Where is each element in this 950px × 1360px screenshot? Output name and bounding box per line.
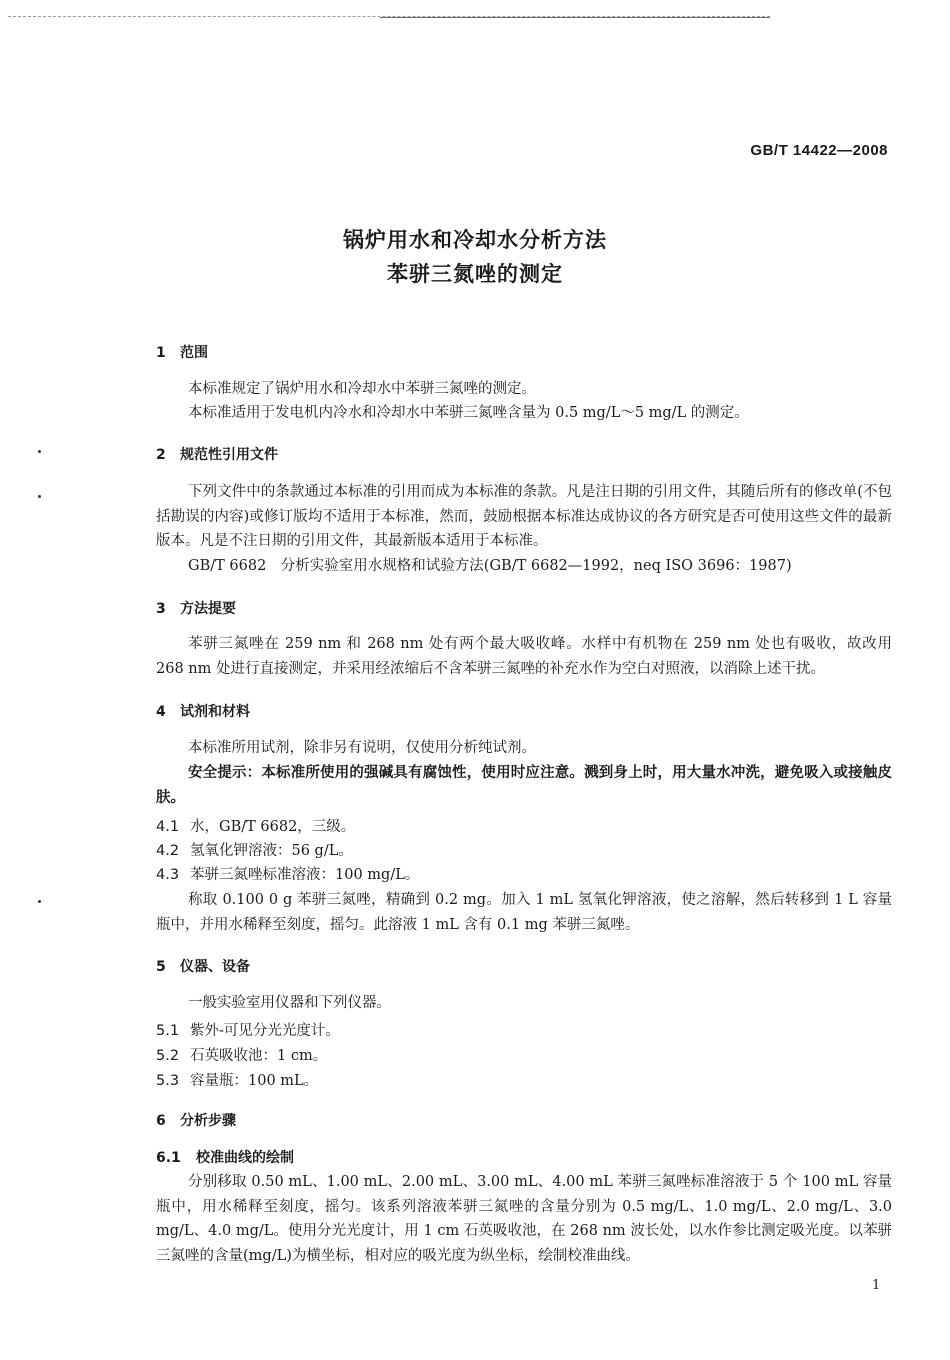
subsection-title: 校准曲线的绘制	[196, 1150, 294, 1166]
section-1-heading	[156, 342, 208, 362]
section-title: 范围	[180, 345, 208, 361]
section-3-heading	[156, 598, 236, 618]
item-number: 4.2	[156, 843, 180, 859]
standard-code: GB/T 14422—2008	[750, 142, 888, 159]
item-text: 石英吸收池：1 cm。	[190, 1048, 328, 1064]
item-text: 苯骈三氮唑标准溶液：100 mg/L。	[190, 867, 420, 883]
section-6-1-paragraph: 分别移取 0.50 mL、1.00 mL、2.00 mL、3.00 mL、4.00 mL 苯骈三氮唑标准溶液于 5 个 100 mL 容量瓶中，用水稀释至刻度，摇匀。该系列溶液苯骈三氮唑的含量分别为 0.5 mg/L、1.0 mg/L、2.0 mg/L、3.0 mg/L、4.0 mg/L。使用分光光度计，用 1 cm 石英吸收池，在 268 nm 波长处，以水作参比测定吸光度。以苯骈三氮唑的含量(mg/L)为横坐标，相对应的吸光度为纵坐标，绘制校准曲线。	[156, 1174, 892, 1264]
section-number: 4	[156, 704, 166, 720]
page-number: 1	[872, 1278, 881, 1293]
subsection-number: 6.1	[156, 1150, 181, 1166]
scan-speck	[38, 900, 41, 903]
item-text: 紫外-可见分光光度计。	[190, 1023, 340, 1039]
section-title: 分析步骤	[180, 1113, 236, 1129]
section-number: 1	[156, 345, 166, 361]
list-item-4-3	[156, 863, 419, 884]
document-title-line1: 锅炉用水和冷却水分析方法	[343, 228, 607, 252]
list-item-5-3	[156, 1069, 318, 1090]
section-title: 规范性引用文件	[180, 447, 278, 463]
item-number: 4.3	[156, 867, 180, 883]
list-item-4-1	[156, 815, 355, 836]
section-number: 6	[156, 1113, 166, 1129]
list-item-5-1	[156, 1019, 340, 1040]
section-5-paragraph-1: 一般实验室用仪器和下列仪器。	[188, 995, 391, 1011]
section-6-heading	[156, 1110, 236, 1130]
list-item-5-2	[156, 1044, 327, 1065]
item-number: 5.3	[156, 1073, 180, 1089]
section-1-paragraph-1: 本标准规定了锅炉用水和冷却水中苯骈三氮唑的测定。	[188, 381, 536, 397]
list-item-4-2	[156, 839, 353, 860]
section-number: 3	[156, 601, 166, 617]
section-4-heading	[156, 701, 250, 721]
section-title: 仪器、设备	[180, 959, 250, 975]
item-text: 容量瓶：100 mL。	[190, 1073, 319, 1089]
section-1-paragraph-2: 本标准适用于发电机内冷水和冷却水中苯骈三氮唑含量为 0.5 mg/L～5 mg/L 的测定。	[188, 405, 749, 421]
section-4-paragraph-1: 本标准所用试剂，除非另有说明，仅使用分析纯试剂。	[188, 740, 536, 756]
item-number: 5.2	[156, 1048, 180, 1064]
section-title: 试剂和材料	[180, 704, 250, 720]
section-number: 5	[156, 959, 166, 975]
subsection-6-1-heading	[156, 1147, 294, 1167]
scan-speck	[38, 495, 41, 498]
item-text: 氢氧化钾溶液：56 g/L。	[190, 843, 353, 859]
document-title-line2: 苯骈三氮唑的测定	[387, 262, 563, 286]
section-4-3-paragraph: 称取 0.100 0 g 苯骈三氮唑，精确到 0.2 mg。加入 1 mL 氢氧化钾溶液，使之溶解，然后转移到 1 L 容量瓶中，并用水稀释至刻度，摇匀。此溶液 1 mL 含有 0.1 mg 苯骈三氮唑。	[156, 892, 892, 933]
section-5-heading	[156, 956, 250, 976]
section-2-paragraph-1: 下列文件中的条款通过本标准的引用而成为本标准的条款。凡是注日期的引用文件，其随后所有的修改单(不包括勘误的内容)或修订版均不适用于本标准，然而，鼓励根据本标准达成协议的各方研究是否可使用这些文件的最新版本。凡是不注日期的引用文件，其最新版本适用于本标准。	[156, 484, 892, 549]
section-title: 方法提要	[180, 601, 236, 617]
section-2-reference: GB/T 6682 分析实验室用水规格和试验方法(GB/T 6682—1992，neq ISO 3696：1987)	[188, 558, 792, 574]
item-number: 5.1	[156, 1023, 180, 1039]
scan-speck	[38, 450, 41, 453]
item-number: 4.1	[156, 819, 180, 835]
item-text: 水，GB/T 6682，三级。	[190, 819, 356, 835]
section-number: 2	[156, 447, 166, 463]
scan-top-rule-solid	[380, 17, 770, 18]
section-2-heading	[156, 444, 278, 464]
section-3-paragraph-1: 苯骈三氮唑在 259 nm 和 268 nm 处有两个最大吸收峰。水样中有机物在 259 nm 处也有吸收，故改用 268 nm 处进行直接测定，并采用经浓缩后不含苯骈三氮唑的补充水作为空白对照液，以消除上述干扰。	[156, 636, 892, 677]
safety-notice: 安全提示：本标准所使用的强碱具有腐蚀性，使用时应注意。溅到身上时，用大量水冲洗，避免吸入或接触皮肤。	[156, 764, 892, 806]
